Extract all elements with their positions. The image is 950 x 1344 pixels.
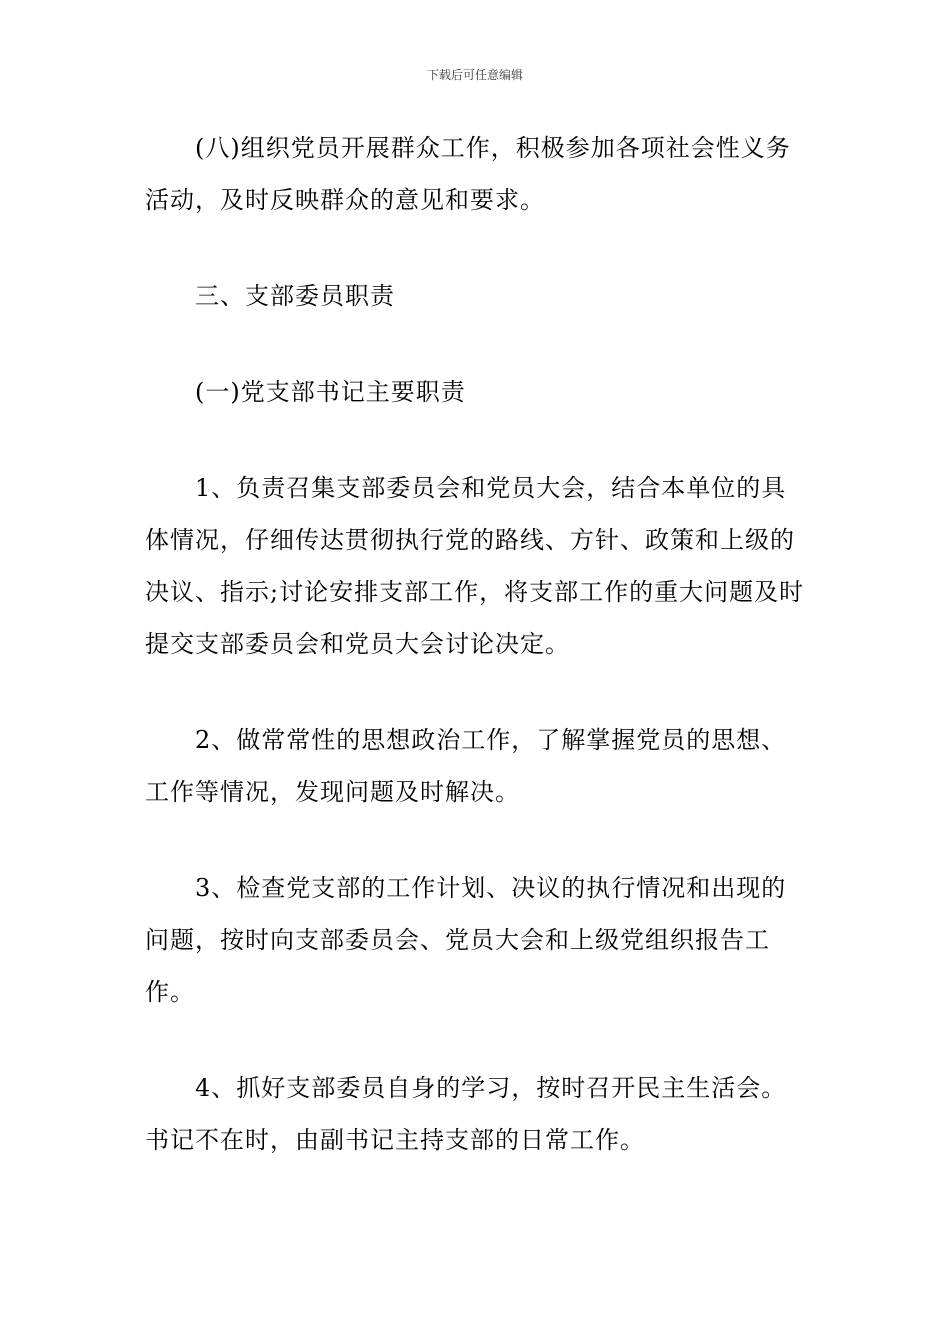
paragraph-item-8: (八)组织党员开展群众工作，积极参加各项社会性义务活动，及时反映群众的意见和要求。 [145, 134, 791, 214]
document-body [145, 122, 807, 1210]
page-header-note: 下载后可任意编辑 [426, 68, 523, 82]
duty-paragraph-2: 2、做常常性的思想政治工作，了解掌握党员的思想、工作等情况，发现问题及时解决。 [145, 726, 787, 806]
duty-paragraph-1: 1、负责召集支部委员会和党员大会，结合本单位的具体情况，仔细传达贯彻执行党的路线、方针、政策和上级的决议、指示;讨论安排支部工作，将支部工作的重大问题及时提交支部委员会和党员大会讨论决定。 [145, 474, 805, 658]
subsection-heading-secretary-duties: (一)党支部书记主要职责 [195, 378, 466, 406]
duty-paragraph-4: 4、抓好支部委员自身的学习，按时召开民主生活会。书记不在时，由副书记主持支部的日常工作。 [145, 1074, 787, 1154]
duty-paragraph-3: 3、检查党支部的工作计划、决议的执行情况和出现的问题，按时向支部委员会、党员大会和上级党组织报告工作。 [145, 874, 787, 1006]
section-heading-committee-duties: 三、支部委员职责 [195, 282, 395, 310]
